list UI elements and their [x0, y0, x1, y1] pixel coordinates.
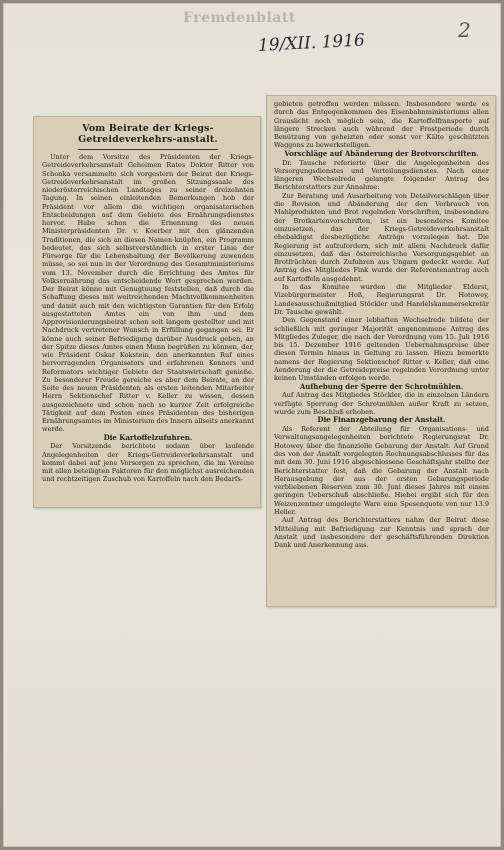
newspaper-masthead: Fremdenblatt: [183, 10, 296, 26]
paragraph: Der Vorsitzende berichtete sodann über laufende Angelegenheiten der Kriegs-Getreideverkehrsanstalt und kommt dabei auf jene Vorsorgen zu sprechen, die im Vereine mit allen beteiligten Faktoren für den möglichst ausreichenden und rechtzeitigen Zuschub von Kartoffeln nach den Bedarfs-: [42, 442, 254, 484]
paragraph: Auf Antrag des Mitgliedes Stöckler, die in einzelnen Ländern verfügte Sperrung der Schrotmühlen außer Kraft zu setzen, wurde zum Beschluß erhoben.: [274, 391, 489, 416]
section-heading: Aufhebung der Sperre der Schrotmühlen.: [299, 381, 464, 391]
section-heading: Die Kartoffelzufuhren.: [103, 432, 193, 442]
paragraph: Den Gegenstand einer lebhaften Wechselrede bildete der schließlich mit geringer Majorität angenommene Antrag des Mitgliedes Zuleger, die nach der Verordnung vom 15. Juli 1916 bis 15. Dezember 1916 geltenden Uebernahmspreise über diesen Termin hinaus in Geltung zu lassen. Hiezu bemerkte namens der Regierung Sektionschef Ritter v. Keller, daß eine Aenderung der die Getreidepreise regelnden Verordnung unter keinen Umständen erfolgen werde.: [274, 316, 489, 383]
paragraph: Unter dem Vorsitze des Präsidenten der Kriegs-Getreideverkehrsanstalt Geheimen Rates Doktor Ritter von Schonka versammelte sich vorgestern der Beirat der Kriegs-Getreideverkehrsanstalt im großen Sitzungssaale des niederösterreichischen Landtages zu seiner dreizehnten Tagung. In seinen einleitenden Bemerkungen hob der Präsident vor allem die wichtigen organisatorischen Entscheidungen auf dem Gebiete des Ernährungsdienstes hervor. Habe schon die Ernennung des neuen Ministerpräsidenten Dr. v. Koerber mit den glänzenden Traditionen, die sich an diesen Namen knüpfen, ein Programm bedeutet, das sich selbstverständlich in erster Linie der Fürsorge für die Lebenshaltung der Bevölkerung zuwenden müsse, so sei nun in der Verordnung des Gesamtministeriums vom 13. November durch die Errichtung des Amtes für Volksernährung das entscheidende Wort gesprochen worden. Der Beirat könne mit Genugtuung feststellen, daß durch die Schaffung dieses mit weitreichenden Machtvollkommenheiten und damit auch mit den wichtigsten Garantien für den Erfolg ausgestatteten Amtes ein von ihm und dem Approvisionierungsbeirat schon seit langem gestellter und mit Nachdruck vertretener Wunsch in Erfüllung gegangen sei. Er könne auch seiner Befriedigung darüber Ausdruck geben, an der Spitze dieses Amtes einen Mann begrüßen zu können, der, wie Präsident Oskar Kokstein, den anerkannten Ruf eines hervorragenden Organisators und erfahrenen Kenners und Reformators wichtiger Gebiete der Staatswirtschaft genieße. Zu besonderer Freude gereiche es aber dem Beirate, an der Seite des neuen Präsidenten als ersten leitenden Mitarbeiter Herrn Sektionschef Ritter v. Keller zu wissen, dessen ausgezeichnete und schon nach so kurzer Zeit erfolgreiche Tätigkeit auf dem Posten eines Präsidenten des bisherigen Ernährungsamtes im Ministerium des Innern allseits anerkannt werde.: [42, 153, 254, 434]
section-heading: Die Finanzgebarung der Anstalt.: [317, 415, 446, 425]
paragraph: Als Referent der Abteilung für Organisations- und Verwaltungsangelegenheiten berichtete Regierungsrat Dr. Hotowey über die finanzielle Gebarung der Anstalt. Auf Grund des von der Anstalt vorgelegten Rechnungsabschlusses für das mit dem 30. Juni 1916 abgeschlossene Geschäftsjahr stellte der Berichterstatter fest, daß die Gebarung der Anstalt nach Herausgebung der aus der ersten Gebarungsperiode verbliebenen Reserven zum 30. Juni dieses Jahres mit einem geringen Ueberschuß abschließe. Hiebei ergibt sich für den Weizenzentner umgelegte Ware eine Spesenquote von nur 13.9 Heller.: [274, 425, 489, 517]
clipping-left: [33, 116, 261, 508]
article-title: Vom Beirate der Kriegs-Getreideverkehrs-anstalt.: [78, 123, 218, 145]
paragraph: Zur Beratung und Ausarbeitung von Detailvorschlägen über die Revision und Abänderung der den Verbrauch von Mahlprodukten und Brot regelnden Vorschriften, insbesondere der Brotkartenvorschriften, ist ein besonderes Komitee einzusetzen, das der Kriegs-Getreideverkehrsanstalt ehebaldigst diesbezügliche Anträge vorzulegen hat. Die Regierung ist aufzufordern, sich mit allem Nachdruck dafür einzusetzen, daß das österreichische Versorgungsgebiet an Brotfrüchten durch Zufuhren aus Ungarn gedeckt werde. Auf Antrag des Mitgliedes Fink wurde der Referentenantrag auch auf Kartoffeln ausgedehnt.: [274, 191, 489, 283]
clipping-right: [266, 95, 496, 607]
handwritten-date: 19/XII. 1916: [257, 30, 366, 56]
paragraph: Auf Antrag des Berichterstatters nahm der Beirat diese Mitteilung mit Befriedigung zur Kenntnis und sprach der Anstalt und insbesondere der geschäftsführenden Direktion Dank und Anerkennung aus.: [274, 516, 489, 550]
title-rule: [78, 149, 218, 150]
paragraph: In das Komitee wurden die Mitglieder Elderst, Vizebürgermeister Hoß, Regierungsrat Dr. Hotowey, Landesausschußmitglied Stöckler und Handelskammersekretär Dr. Tausche gewählt.: [274, 283, 489, 316]
paragraph: gebieten getroffen werden müssen. Insbesondere werde es durch das Entgegenkommen des Eisenbahnministeriums allen Grauslicht noch möglich sein, die Kartoffelfransporte auf längere Strecken auch während der Frostperiode durch Benützung von geheizten oder sonst vor Kälte geschützten Waggons zu bewerkstelligen.: [274, 100, 489, 150]
section-heading: Vorschläge auf Abänderung der Brotvorschriften.: [284, 148, 479, 158]
page-number: 2: [458, 18, 471, 42]
paragraph: Dr. Tausche referierte über die Angelegenheiten des Versorgungsdienstes und Verteilungsdienstes. Nach einer längeren Wechselrede gelangte folgender Antrag des Berichterstatters zur Annahme:: [274, 158, 489, 192]
